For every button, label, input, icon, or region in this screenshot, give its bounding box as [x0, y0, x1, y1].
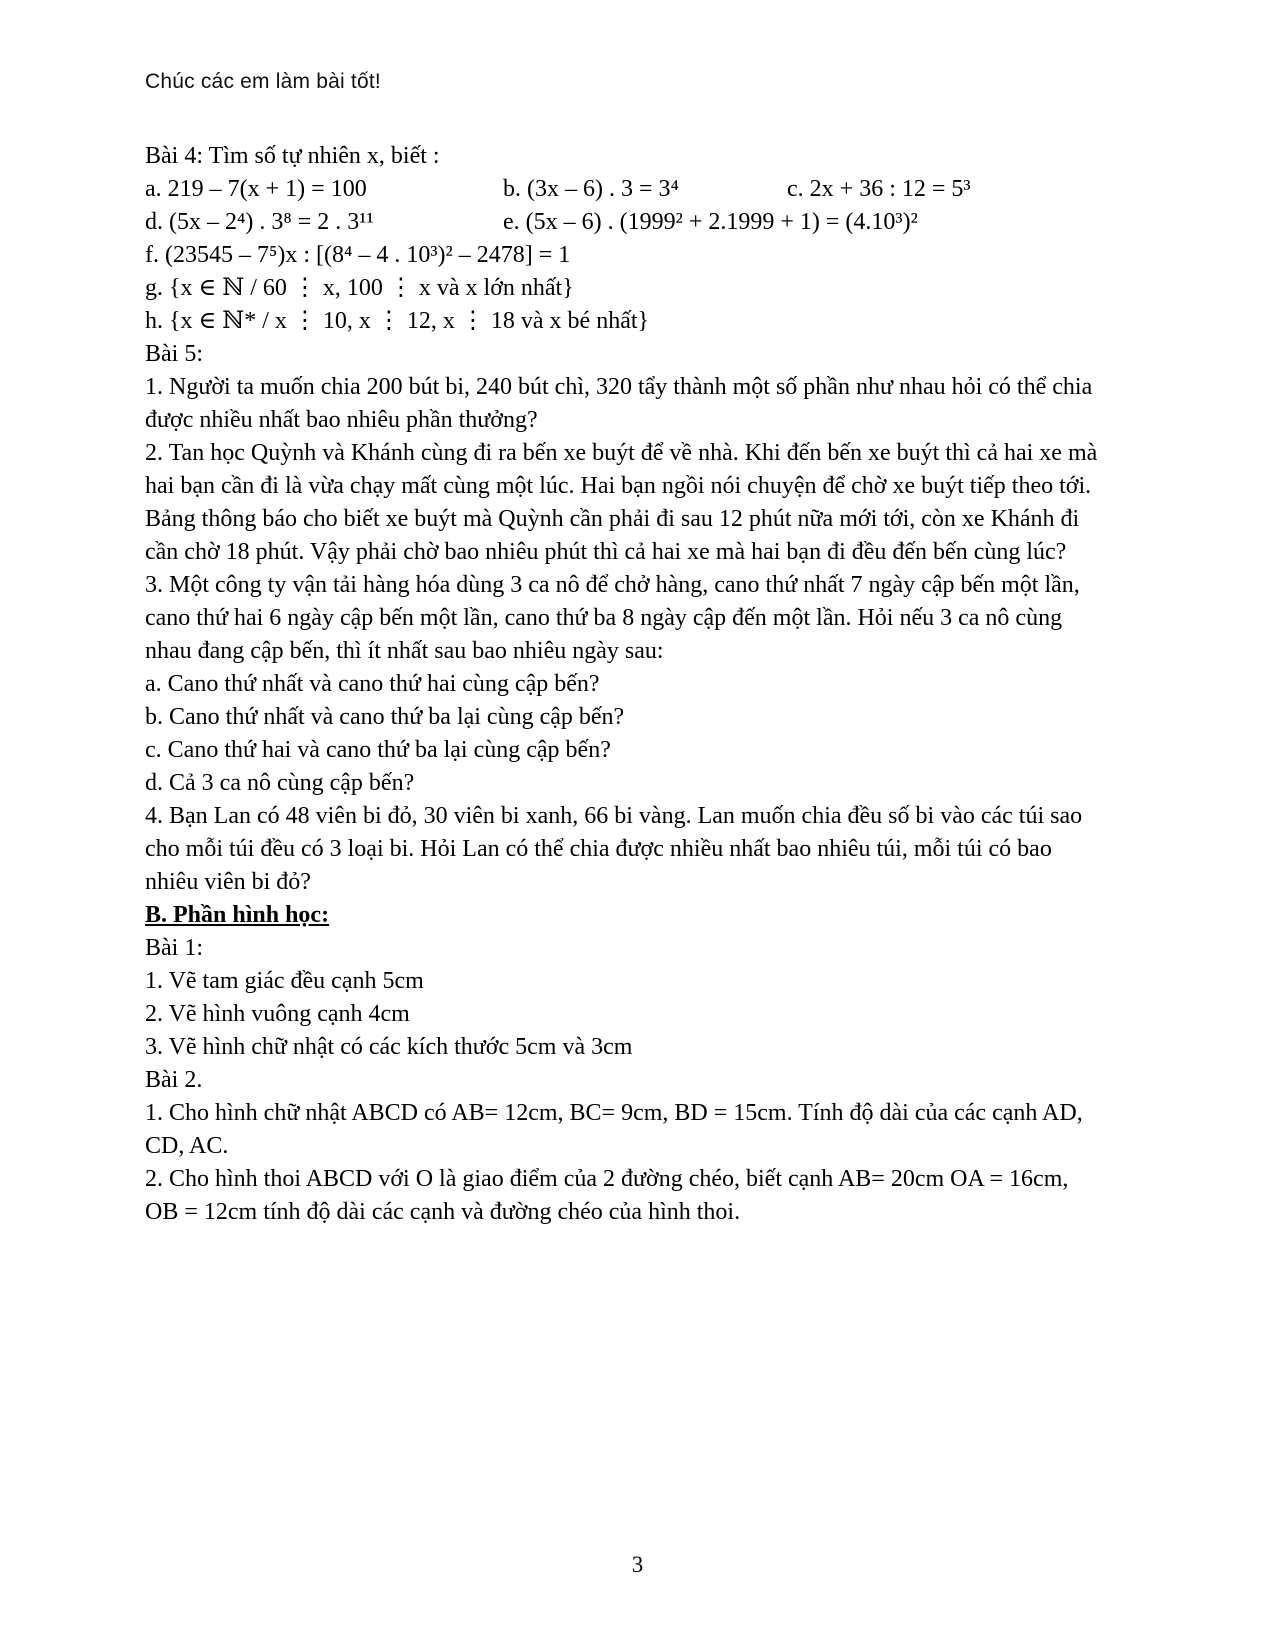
bai4-item-d: d. (5x – 2⁴) . 3⁸ = 2 . 3¹¹: [145, 209, 374, 235]
bai4-row-de: [145, 206, 1103, 239]
bai4-row-abc: [145, 173, 1103, 206]
bai5-problem-3a: a. Cano thứ nhất và cano thứ hai cùng cập bến?: [145, 671, 600, 697]
hinhhoc-bai2-item-2: 2. Cho hình thoi ABCD với O là giao điểm của 2 đường chéo, biết cạnh AB= 20cm OA = 16cm, OB = 12cm tính độ dài các cạnh và đường chéo của hình thoi.: [145, 1166, 1069, 1225]
bai5-problem-3b: b. Cano thứ nhất và cano thứ ba lại cùng cập bến?: [145, 704, 625, 730]
document-header-text: Chúc các em làm bài tốt!: [145, 70, 381, 93]
document-content: [145, 140, 1103, 1229]
hinhhoc-bai2-title: Bài 2.: [145, 1067, 203, 1093]
bai5-problem-3c: c. Cano thứ hai và cano thứ ba lại cùng cập bến?: [145, 737, 611, 763]
bai4-item-g: g. {x ∈ ℕ / 60 ⋮ x, 100 ⋮ x và x lớn nhất}: [145, 275, 574, 301]
hinhhoc-bai1-item-2: 2. Vẽ hình vuông cạnh 4cm: [145, 1001, 410, 1027]
bai4-item-b: b. (3x – 6) . 3 = 3⁴: [503, 176, 679, 202]
bai5-problem-2: 2. Tan học Quỳnh và Khánh cùng đi ra bến xe buýt để về nhà. Khi đến bến xe buýt thì cả hai xe mà hai bạn cần đi là vừa chạy mất cùng một lúc. Hai bạn ngồi nói chuyện để chờ xe buýt tiếp theo tới. Bảng thông báo cho biết xe buýt mà Quỳnh cần phải đi sau 12 phút nữa mới tới, còn xe Khánh đi cần chờ 18 phút. Vậy phải chờ bao nhiêu phút thì cả hai xe mà hai bạn đi đều đến bến cùng lúc?: [145, 440, 1098, 565]
bai4-item-h: h. {x ∈ ℕ* / x ⋮ 10, x ⋮ 12, x ⋮ 18 và x bé nhất}: [145, 308, 650, 334]
bai5-problem-4: 4. Bạn Lan có 48 viên bi đỏ, 30 viên bi xanh, 66 bi vàng. Lan muốn chia đều số bi vào các túi sao cho mỗi túi đều có 3 loại bi. Hỏi Lan có thể chia được nhiều nhất bao nhiêu túi, mỗi túi có bao nhiêu viên bi đỏ?: [145, 803, 1083, 895]
page-number: 3: [631, 1552, 644, 1577]
section-b-heading: B. Phần hình học:: [145, 902, 330, 928]
bai4-title: Bài 4: Tìm số tự nhiên x, biết :: [145, 143, 440, 169]
bai5-title: Bài 5:: [145, 341, 203, 367]
bai4-item-a: a. 219 – 7(x + 1) = 100: [145, 176, 367, 202]
hinhhoc-bai1-item-3: 3. Vẽ hình chữ nhật có các kích thước 5cm và 3cm: [145, 1034, 633, 1060]
hinhhoc-bai1-title: Bài 1:: [145, 935, 203, 961]
bai5-problem-1: 1. Người ta muốn chia 200 bút bi, 240 bút chì, 320 tẩy thành một số phần như nhau hỏi có thể chia được nhiều nhất bao nhiêu phần thưởng?: [145, 374, 1093, 433]
bai4-item-e: e. (5x – 6) . (1999² + 2.1999 + 1) = (4.10³)²: [503, 209, 918, 235]
bai4-item-f: f. (23545 – 7⁵)x : [(8⁴ – 4 . 10³)² – 2478] = 1: [145, 242, 571, 268]
bai5-problem-3d: d. Cả 3 ca nô cùng cập bến?: [145, 770, 415, 796]
hinhhoc-bai2-item-1: 1. Cho hình chữ nhật ABCD có AB= 12cm, BC= 9cm, BD = 15cm. Tính độ dài của các cạnh AD, CD, AC.: [145, 1100, 1083, 1159]
hinhhoc-bai1-item-1: 1. Vẽ tam giác đều cạnh 5cm: [145, 968, 424, 994]
bai4-item-c: c. 2x + 36 : 12 = 5³: [787, 176, 971, 202]
bai5-problem-3: 3. Một công ty vận tải hàng hóa dùng 3 ca nô để chở hàng, cano thứ nhất 7 ngày cập bến một lần, cano thứ hai 6 ngày cập bến một lần, cano thứ ba 8 ngày cập đến một lần. Hỏi nếu 3 ca nô cùng nhau đang cập bến, thì ít nhất sau bao nhiêu ngày sau:: [145, 572, 1080, 664]
